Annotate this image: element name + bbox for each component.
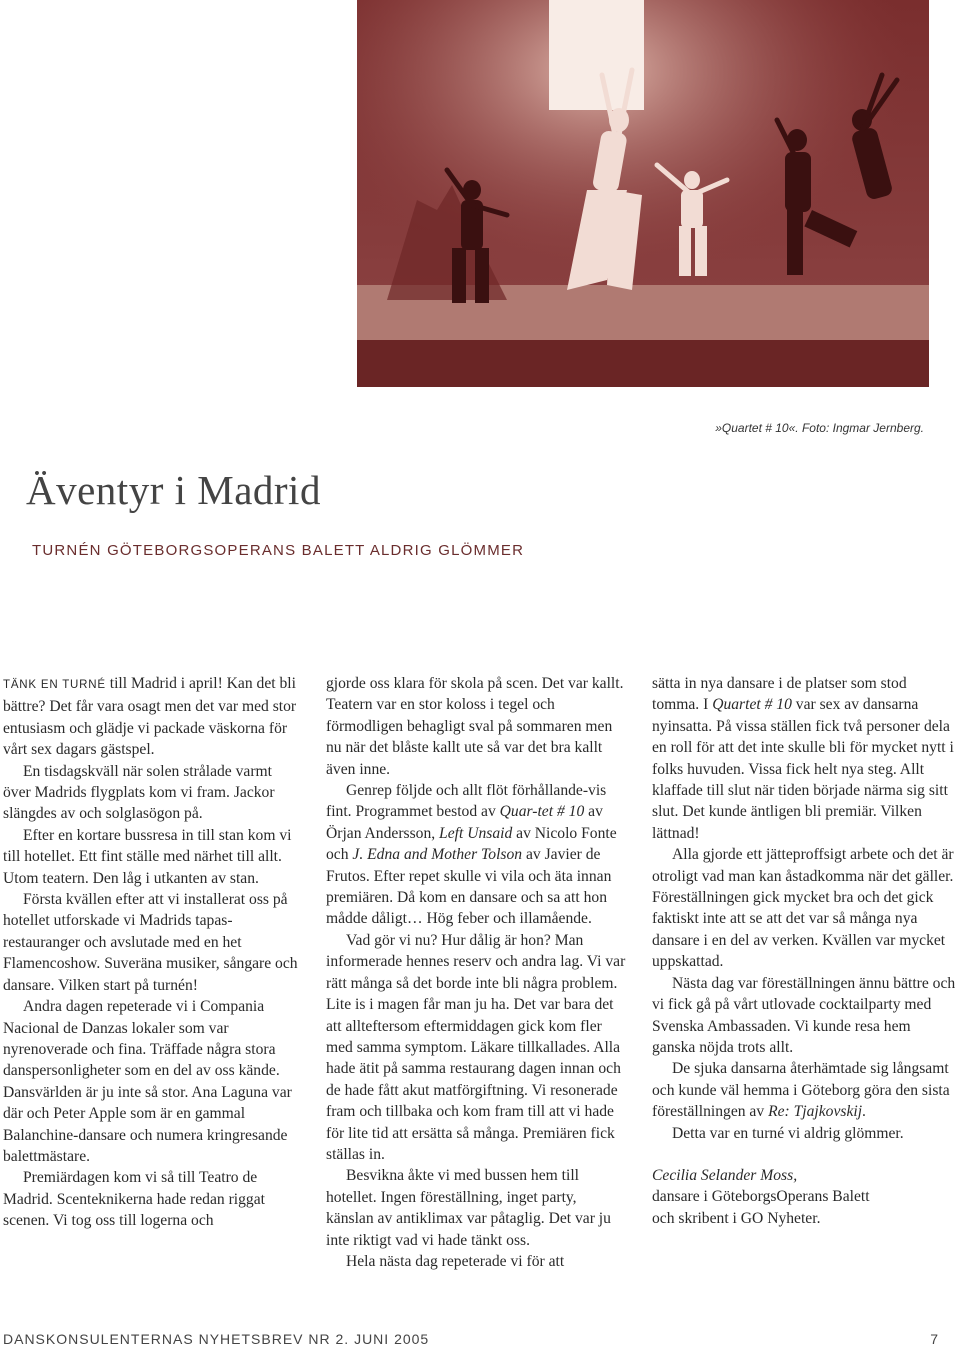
lead-caps: TÄNK EN TURNÉ (3, 679, 106, 691)
paragraph: Andra dagen repeterade vi i Compania Nacional de Danzas lokaler som var nyrenoverade och fina. Träffade några stora danspersonligheter som en del av oss kände. Dansvärlden är ju inte så stor. Ana Laguna var där och Peter Apple som är en gammal Balanchine-dansare och numera kringresande balettmästare. (3, 998, 292, 1165)
paragraph: Premiärdagen kom vi så till Teatro de Madrid. Scenteknikerna hade redan riggat scenen. Vi tog oss till logerna och (3, 1169, 265, 1230)
paragraph: Besvikna åkte vi med bussen hem till hotellet. Ingen föreställning, inget party, känslan av antiklimax var påtaglig. Det var ju inte riktigt vad vi hade tänkt oss. (326, 1167, 611, 1249)
paragraph: Alla gjorde ett jätteproffsigt arbete och det är otroligt vad man kan åstadkomma när det gäller. Föreställningen gick mycket bra och det gick faktiskt inte att se att det var så många nya dansare i en del av verken. Kvällen var mycket uppskattad. (652, 846, 954, 971)
paragraph: De sjuka dansarna återhämtade sig långsamt och kunde väl hemma i Göteborg göra den sista föreställningen av Re: Tjajkovskij. (652, 1060, 950, 1121)
article-column-2 (326, 673, 628, 1272)
paragraph: Genrep följde och allt flöt förhållande-vis fint. Programmet bestod av Quar-tet # 10 av Örjan Andersson, Left Unsaid av Nicolo Fonte och J. Edna and Mother Tolson av Javier de Frutos. Efter repet skulle vi vila och äta innan premiären. Då kom en dansare och sa att hon mådde dåligt… Hög feber och illamående. (326, 782, 617, 928)
footer-publication: DANSKONSULENTERNAS NYHETSBREV NR 2. JUNI 2005 (3, 1331, 430, 1347)
signature: Cecilia Selander Moss, dansare i GöteborgsOperans Balett och skribent i GO Nyheter. (652, 1166, 870, 1227)
paragraph: TÄNK EN TURNÉ till Madrid i april! Kan det bli bättre? Det får vara osagt men det var med stor entusiasm och glädje vi packade väskorna för vårt sex dagars gästspel. (3, 675, 297, 759)
signature-name: Cecilia Selander Moss, (652, 1166, 798, 1184)
article-column-1 (3, 673, 303, 1232)
article-column-3 (652, 673, 957, 1229)
paragraph: Hela nästa dag repeterade vi för att (346, 1252, 565, 1270)
paragraph: Nästa dag var föreställningen ännu bättre och vi fick gå på vårt utlovade cocktailparty med Svenska Ambassaden. Vi kunde resa hem ganska nöjda trots allt. (652, 974, 956, 1056)
article-title: Äventyr i Madrid (26, 467, 321, 513)
paragraph: En tisdagskväll när solen strålade varmt över Madrids flygplats kom vi fram. Jackor slängdes av och solglasögon på. (3, 762, 275, 823)
paragraph: gjorde oss klara för skola på scen. Det var kallt. Teatern var en stor koloss i tegel och förmodligen behagligt sval på sommaren men nu när det blåste kallt ute så var det bra kallt även inne. (326, 675, 624, 778)
paragraph: Detta var en turné vi aldrig glömmer. (672, 1124, 904, 1142)
article-subtitle: TURNÉN GÖTEBORGSOPERANS BALETT ALDRIG GLÖMMER (32, 542, 525, 559)
paragraph: sätta in nya dansare i de platser som stod tomma. I Quartet # 10 var sex av dansarna nyinsatta. På vissa ställen fick två personer dela en roll för att det inte skulle bli för mycket nytt i folks huvuden. Vissa fick helt nya steg. Allt klaffade till slut när tiden började närma sig sitt slut. Det kunde äntligen bli premiär. Vilken lättnad! (652, 675, 954, 842)
dance-photo (357, 0, 929, 387)
page-number: 7 (930, 1331, 938, 1347)
paragraph: Vad gör vi nu? Hur dålig är hon? Man informerade hennes reserv och andra lag. Vi var rätt många så det borde inte bli några problem. Lite is i magen får man ju ha. Det var bara det att allteftersom eftermiddagen gick kom fler med samma symptom. Läkare tillkallades. Alla hade ätit på samma restaurang dagen innan och de hade fått akut matförgiftning. Vi resonerade fram och tillbaka och kom fram till att vi hade för lite tid att ersätta så många. Premiären fick ställas in. (326, 931, 626, 1163)
paragraph: Första kvällen efter att vi installerat oss på hotellet utforskade vi Madrids tapas-restauranger och avslutade med en het Flamencoshow. Suveräna musiker, sångare och dansare. Vilken start på turnén! (3, 891, 298, 994)
photo-caption: »Quartet # 10«. Foto: Ingmar Jernberg. (715, 421, 924, 435)
paragraph: Efter en kortare bussresa in till stan kom vi till hotellet. Ett fint ställe med närhet till allt. Utom teatern. Den låg i utkanten av stan. (3, 826, 292, 887)
